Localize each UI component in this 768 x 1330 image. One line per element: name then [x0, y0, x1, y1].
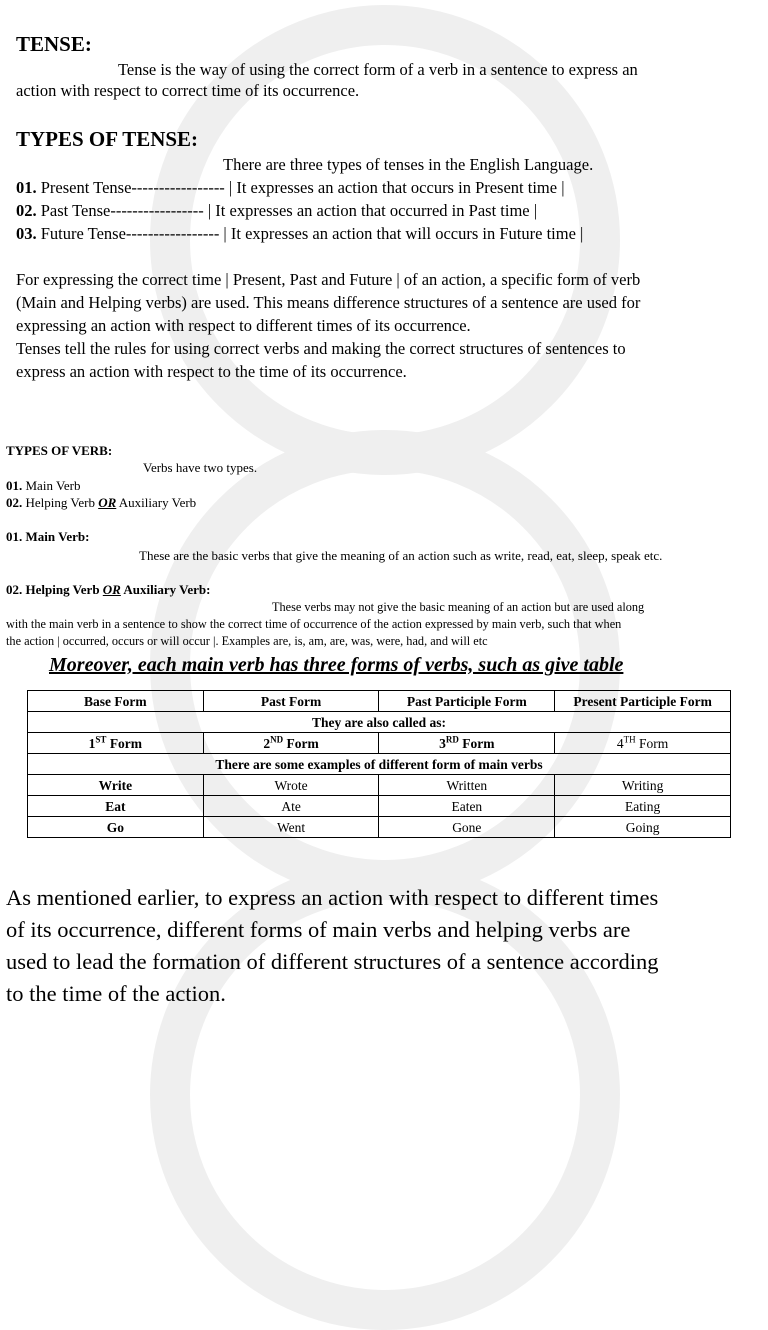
table-row — [28, 817, 731, 838]
types-of-verb-intro: Verbs have two types. — [143, 460, 258, 475]
helping-verb-heading-text: 02. Helping Verb — [6, 582, 103, 597]
table-header-row — [28, 691, 731, 712]
table-cell: Written — [379, 775, 555, 796]
table-cell: Gone — [379, 817, 555, 838]
table-row — [28, 775, 731, 796]
table-row — [28, 733, 731, 754]
verb-forms-table — [27, 690, 731, 838]
tense-item-number: 03. — [16, 224, 37, 243]
closing-line: of its occurrence, different forms of main verbs and helping verbs are — [6, 917, 631, 942]
tense-item-past — [16, 199, 537, 222]
or-emphasis: OR — [98, 495, 117, 510]
tense-heading: TENSE: — [16, 32, 92, 56]
table-row — [28, 712, 731, 733]
ordinal-cell: 2ND Form — [203, 733, 379, 754]
table-row — [28, 754, 731, 775]
main-verb-heading: 01. Main Verb: — [6, 529, 90, 544]
table-cell: Ate — [203, 796, 379, 817]
also-called-caption: They are also called as: — [28, 712, 731, 733]
ordinal-cell: 4TH Form — [555, 733, 731, 754]
examples-caption: There are some examples of different form of main verbs — [28, 754, 731, 775]
verb-type-helping — [6, 494, 196, 512]
explanation-line: express an action with respect to the time of its occurrence. — [16, 362, 407, 381]
verb-type-main — [6, 477, 81, 495]
tense-item-number: 01. — [16, 178, 37, 197]
table-cell: Writing — [555, 775, 731, 796]
explanation-line: For expressing the correct time | Present, Past and Future | of an action, a specific form of verb — [16, 270, 641, 289]
table-title-text: Moreover, each main verb has three forms of verbs, such as give table — [49, 654, 624, 676]
table-header-cell: Present Participle Form — [555, 691, 731, 712]
table-header-cell: Base Form — [28, 691, 204, 712]
verb-type-number: 02. — [6, 495, 23, 510]
tense-definition-line-1: Tense is the way of using the correct form of a verb in a sentence to express an — [118, 60, 638, 79]
types-of-tense-heading: TYPES OF TENSE: — [16, 127, 199, 151]
table-cell: Go — [28, 817, 204, 838]
tense-item-number: 02. — [16, 201, 37, 220]
closing-line: used to lead the formation of different structures of a sentence according — [6, 949, 659, 974]
helping-verb-definition-line-1: These verbs may not give the basic meaning of an action but are used along — [272, 600, 645, 614]
tense-item-present — [16, 176, 565, 199]
tense-item-text: Future Tense----------------- | It expresses an action that will occurs in Future time | — [36, 224, 584, 243]
closing-paragraph — [6, 882, 754, 1010]
table-header-cell: Past Form — [203, 691, 379, 712]
table-cell: Write — [28, 775, 204, 796]
closing-line: As mentioned earlier, to express an action with respect to different times — [6, 885, 659, 910]
table-cell: Wrote — [203, 775, 379, 796]
table-cell: Went — [203, 817, 379, 838]
ordinal-cell: 3RD Form — [379, 733, 555, 754]
helping-verb-heading-text: Auxiliary Verb: — [120, 582, 211, 597]
explanation-line: (Main and Helping verbs) are used. This means difference structures of a sentence are used for — [16, 293, 641, 312]
table-cell: Eaten — [379, 796, 555, 817]
table-cell: Eating — [555, 796, 731, 817]
closing-line: to the time of the action. — [6, 981, 226, 1006]
verb-type-number: 01. — [6, 478, 23, 493]
tense-item-future — [16, 222, 583, 245]
main-verb-definition: These are the basic verbs that give the meaning of an action such as write, read, eat, sleep, speak etc. — [139, 548, 663, 563]
tense-item-text: Past Tense----------------- | It expresses an action that occurred in Past time | — [36, 201, 538, 220]
helping-verb-heading — [6, 581, 210, 599]
verb-type-text: Main Verb — [22, 478, 81, 493]
table-row — [28, 796, 731, 817]
tense-definition-line-2: action with respect to correct time of its occurrence. — [16, 81, 360, 100]
tense-item-text: Present Tense----------------- | It expresses an action that occurs in Present time | — [36, 178, 565, 197]
explanation-line: expressing an action with respect to different times of its occurrence. — [16, 316, 471, 335]
types-of-tense-intro: There are three types of tenses in the English Language. — [223, 155, 594, 174]
table-cell: Eat — [28, 796, 204, 817]
ordinal-cell: 1ST Form — [28, 733, 204, 754]
helping-verb-definition-line-3: the action | occurred, occurs or will occur |. Examples are, is, am, are, was, were, had, and will etc — [6, 634, 488, 648]
or-emphasis: OR — [102, 582, 121, 597]
table-header-cell: Past Participle Form — [379, 691, 555, 712]
types-of-verb-heading: TYPES OF VERB: — [6, 443, 113, 458]
table-cell: Going — [555, 817, 731, 838]
verb-type-text: Helping Verb — [22, 495, 99, 510]
helping-verb-definition-line-2: with the main verb in a sentence to show the correct time of occurrence of the action expressed by main verb, such that when — [6, 617, 622, 631]
explanation-line: Tenses tell the rules for using correct verbs and making the correct structures of sentences to — [16, 339, 626, 358]
table-title — [49, 652, 623, 678]
verb-type-text: Auxiliary Verb — [116, 495, 197, 510]
explanation-paragraph — [16, 268, 754, 383]
